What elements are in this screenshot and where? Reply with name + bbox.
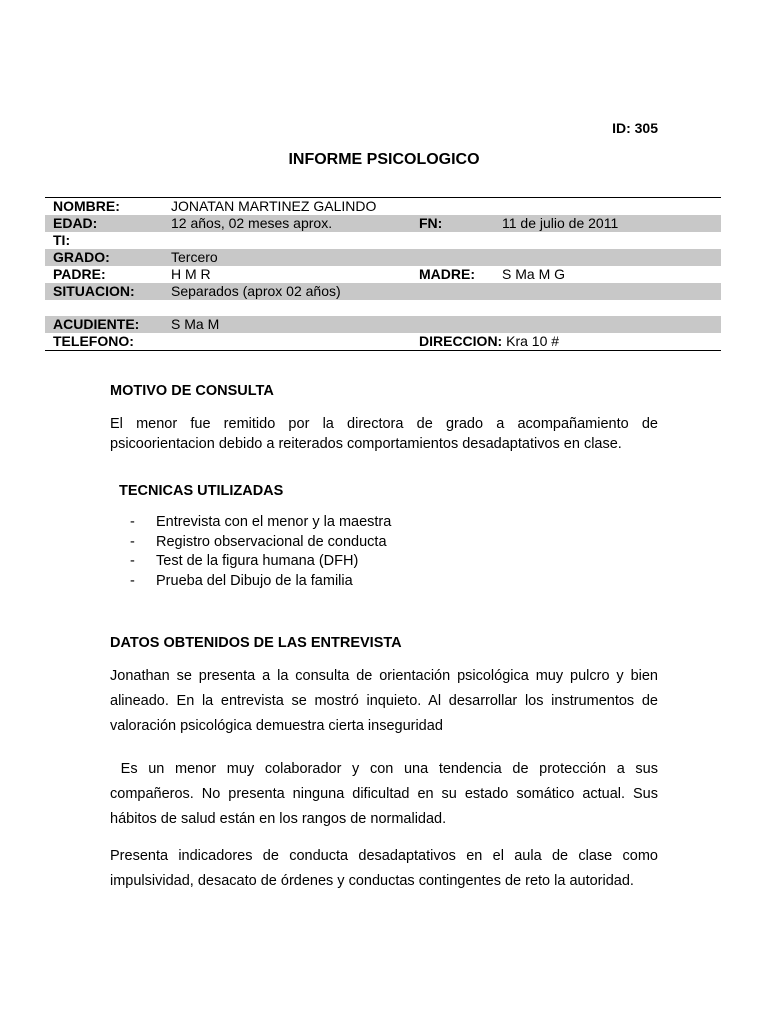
madre-label: MADRE:	[419, 266, 475, 282]
datos-paragraph-3: Presenta indicadores de conducta desadaptativos en el aula de clase como impulsividad, desacato de órdenes y conductas contingentes de reto la autoridad.	[110, 848, 658, 889]
bullet-dash: -	[130, 533, 135, 550]
nombre-label: NOMBRE:	[53, 198, 120, 214]
edad-value: 12 años, 02 meses aprox.	[171, 215, 333, 231]
acudiente-value: S Ma M	[171, 316, 220, 332]
motivo-paragraph: El menor fue remitido por la directora de grado a acompañamiento de psicoorientacion debido a reiterados comportamientos desadaptativos en clase.	[110, 416, 658, 452]
row-ti	[45, 232, 721, 249]
acudiente-label: ACUDIENTE:	[53, 316, 140, 332]
row-nombre	[45, 198, 721, 215]
situacion-label: SITUACION:	[53, 283, 135, 299]
motivo-heading: MOTIVO DE CONSULTA	[110, 383, 274, 399]
document-title: INFORME PSICOLOGICO	[288, 151, 480, 168]
row-spacer	[45, 300, 721, 316]
datos-heading: DATOS OBTENIDOS DE LAS ENTREVISTA	[110, 635, 402, 651]
direccion-group	[419, 333, 559, 350]
row-situacion	[45, 283, 721, 300]
row-grado	[45, 249, 721, 266]
list-item-text: Test de la figura humana (DFH)	[156, 553, 359, 569]
bullet-dash: -	[130, 553, 135, 569]
ti-label: TI:	[53, 232, 71, 248]
edad-label: EDAD:	[53, 215, 98, 231]
bullet-dash: -	[130, 572, 135, 589]
motivo-heading-block	[110, 383, 658, 399]
document-id: ID: 305	[612, 120, 658, 136]
datos-heading-block	[110, 635, 658, 651]
datos-paragraph-1: Jonathan se presenta a la consulta de orientación psicológica muy pulcro y bien alineado. En la entrevista se mostró inquieto. Al desarrollar los instrumentos de valoración psicológica demuestra cierta inseguridad	[110, 668, 658, 734]
grado-label: GRADO:	[53, 249, 110, 265]
nombre-value: JONATAN MARTINEZ GALINDO	[171, 198, 377, 214]
row-contacto	[45, 333, 721, 350]
row-edad	[45, 215, 721, 232]
bullet-dash: -	[130, 514, 135, 530]
table-bottom-rule	[45, 350, 721, 351]
direccion-value: Kra 10 #	[506, 333, 560, 349]
list-item-text: Prueba del Dibujo de la familia	[156, 572, 353, 589]
fn-label: FN:	[419, 215, 443, 231]
patient-info-table	[45, 197, 721, 351]
row-acudiente	[45, 316, 721, 333]
madre-value: S Ma M G	[502, 266, 566, 282]
grado-value: Tercero	[171, 249, 218, 265]
tecnicas-heading-block	[119, 483, 667, 499]
list-item-text: Entrevista con el menor y la maestra	[156, 514, 392, 530]
tecnicas-heading: TECNICAS UTILIZADAS	[119, 483, 284, 499]
datos-paragraph-2: Es un menor muy colaborador y con una tendencia de protección a sus compañeros. No presenta ninguna dificultad en su estado somático actual. Sus hábitos de salud están en los rangos de normalidad.	[110, 761, 663, 827]
list-item-text: Registro observacional de conducta	[156, 533, 387, 550]
fn-value: 11 de julio de 2011	[502, 215, 619, 231]
row-padres	[45, 266, 721, 283]
padre-label: PADRE:	[53, 266, 106, 282]
telefono-label: TELEFONO:	[53, 333, 134, 349]
direccion-label: DIRECCION:	[419, 333, 503, 349]
situacion-value: Separados (aprox 02 años)	[171, 283, 341, 299]
padre-value: H M R	[171, 266, 211, 282]
